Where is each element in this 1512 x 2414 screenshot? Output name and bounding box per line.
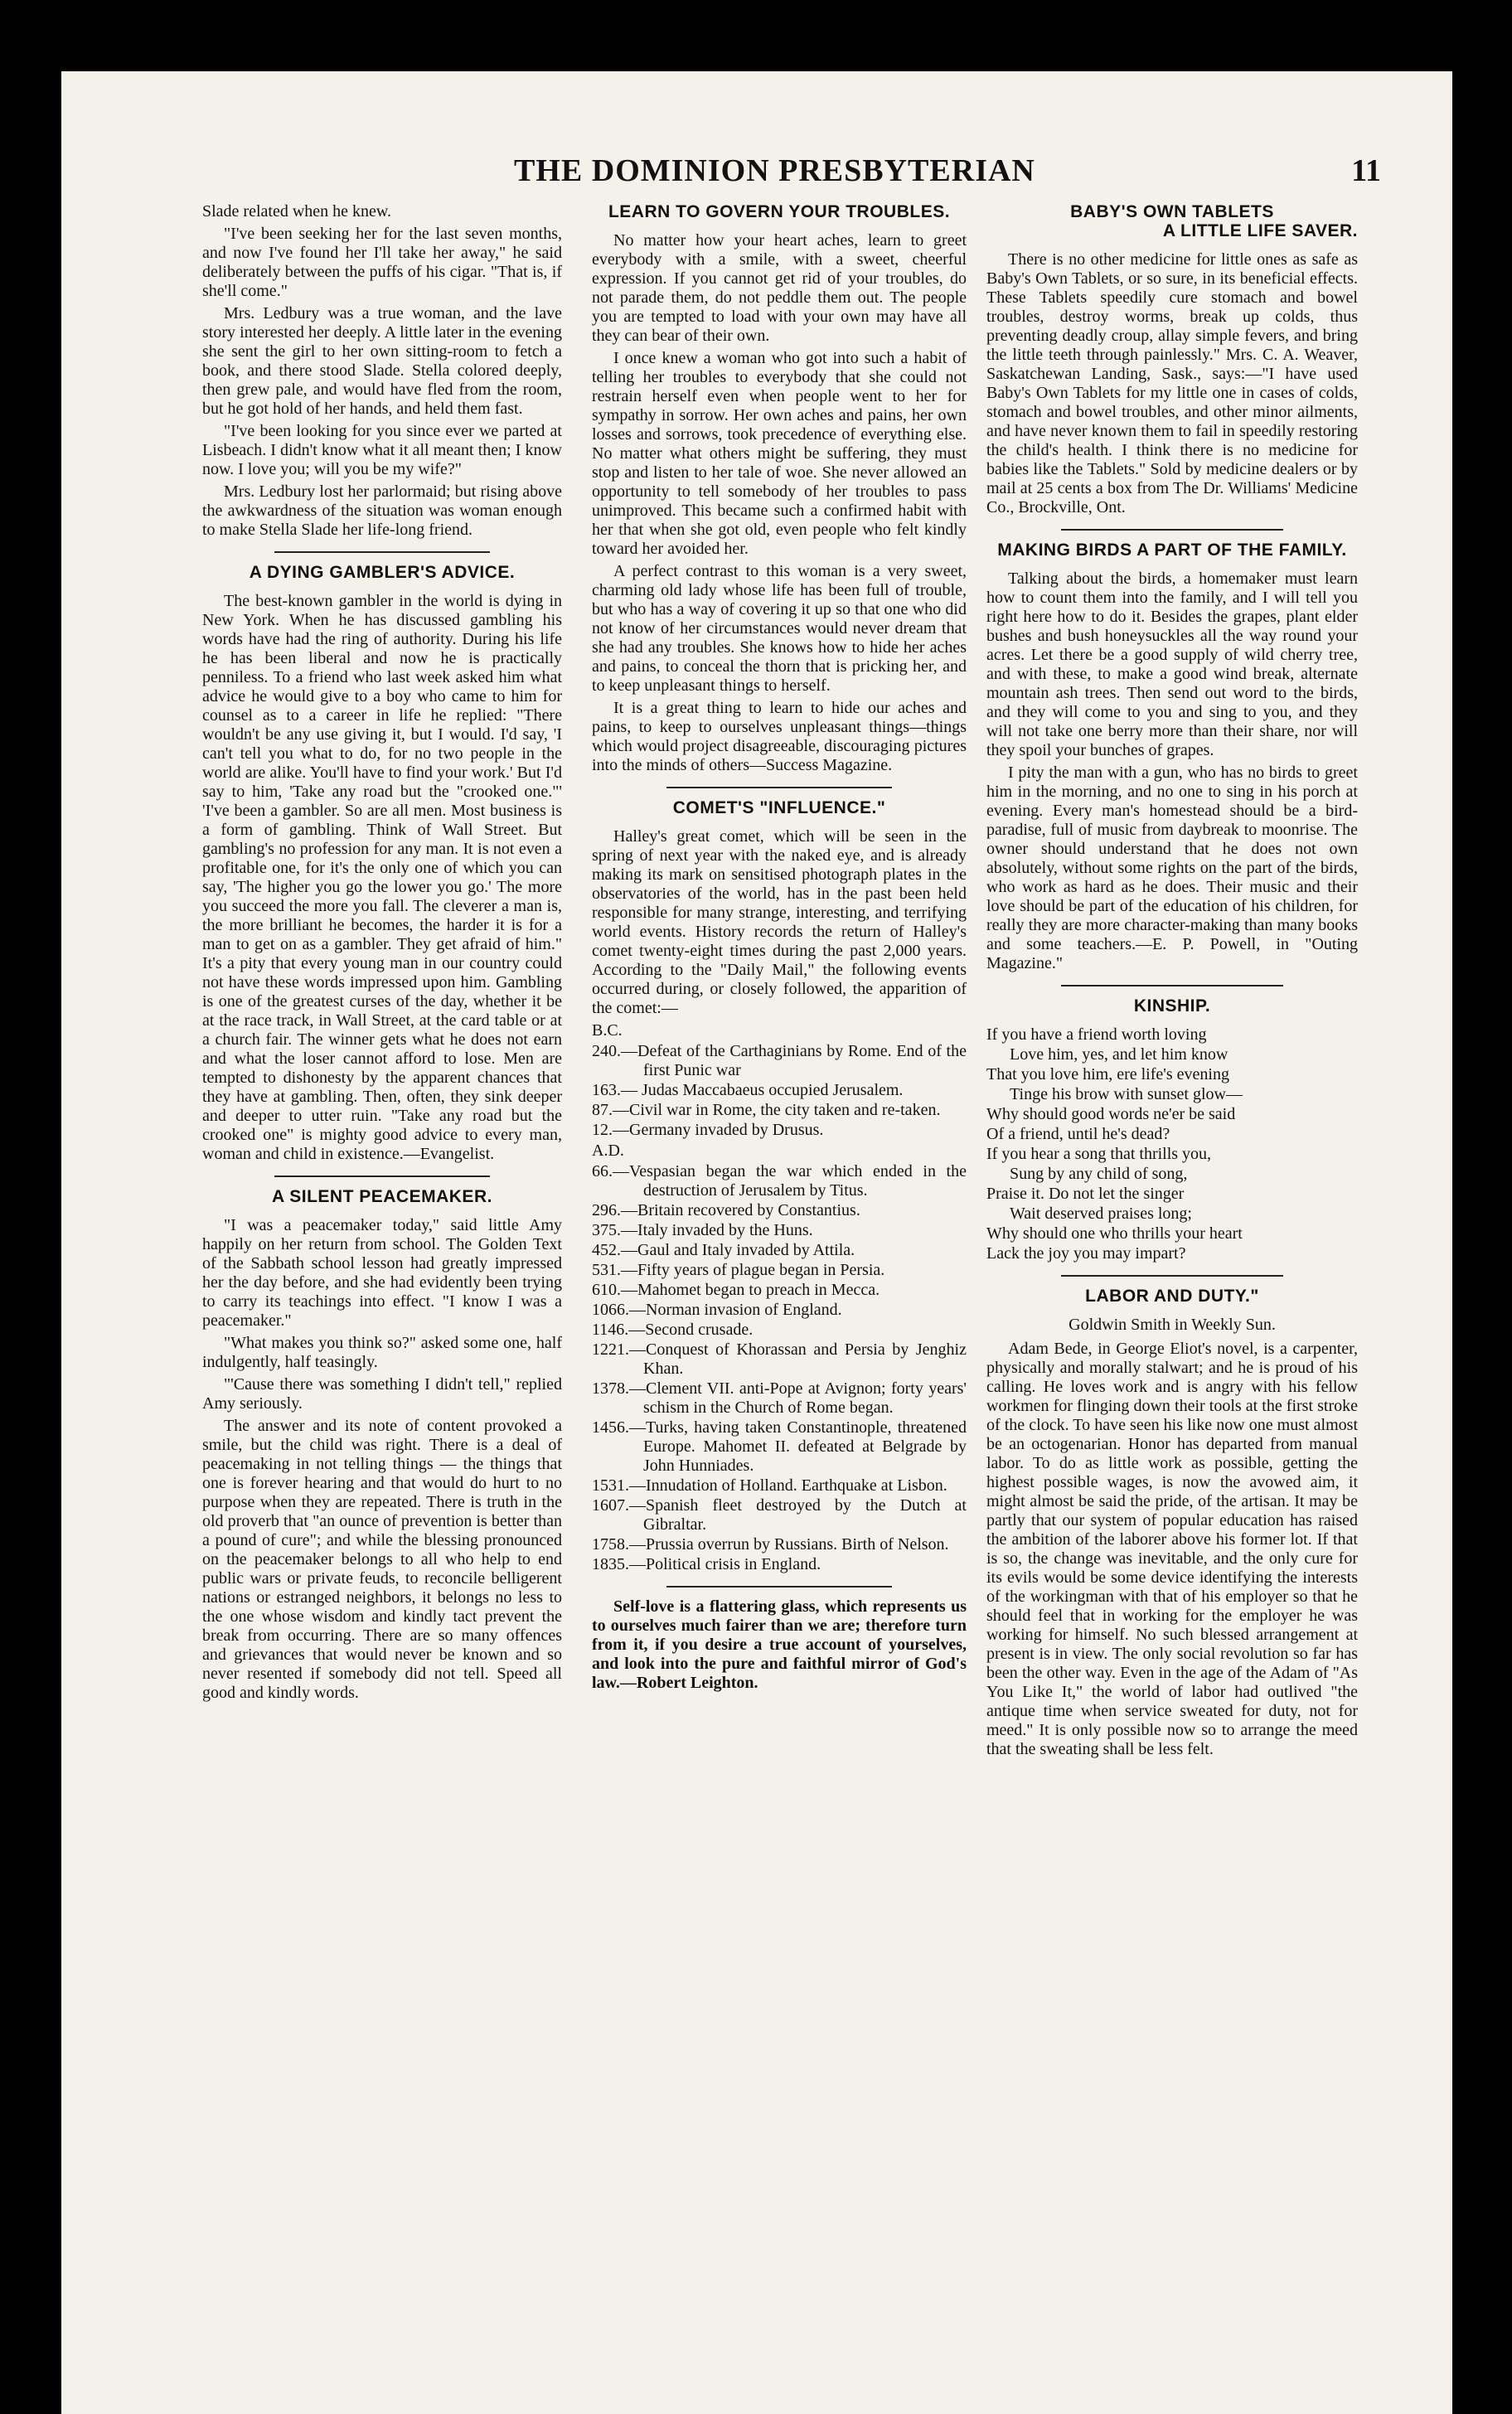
poem-line: If you have a friend worth loving: [986, 1025, 1207, 1044]
era-label-bc: B.C.: [592, 1021, 623, 1040]
chronology-event: —Defeat of the Carthaginians by Rome. End of the first Punic war: [621, 1042, 967, 1079]
column-3: [986, 202, 1358, 1762]
article-para: The answer and its note of content provoked a smile, but the child was right. There is a deal of peacemaking in not telling things — the things that one is forever hearing and that would do hurt to no purpose when they are repeated. There is truth in the old proverb that "an ounce of prevention is better than a pound of cure"; and while the blessing pronounced on the peacemaker belongs to all who help to end public wars or private feuds, to reconcile belligerent nations or estranged neighbors, it belongs no less to the one whose wisdom and kindly tact prevent the break from occurring. There are so many offences and grievances that would never be known and so never resented if somebody did not tell. Speed all good and kindly words.: [202, 1417, 562, 1702]
article-para: I once knew a woman who got into such a habit of telling her troubles to everybody that she could not restrain herself even when people went to her for sympathy in sorrow. Her own aches and pains, her own losses and sorrows, took precedence of everything else. No matter what others might be suffering, they must stop and listen to her tale of woe. She never allowed an opportunity to tell somebody of her troubles to pass unimproved. This became such a confirmed habit with her that when she got old, even people who felt kindly toward her avoided her.: [592, 349, 967, 558]
article-headline-comet: COMET'S "INFLUENCE.": [672, 798, 886, 817]
chronology-event: —Vespasian began the war which ended in the destruction of Jerusalem by Titus.: [613, 1162, 967, 1200]
chronology-year: 1835.: [592, 1555, 629, 1573]
article-headline-govern: LEARN TO GOVERN YOUR TROUBLES.: [608, 202, 951, 221]
chronology-entry: [592, 1340, 967, 1379]
chronology-year: 1146.: [592, 1321, 629, 1339]
chronology-entry: [592, 1042, 967, 1080]
chronology-year: 531.: [592, 1261, 621, 1279]
article-headline-labor: LABOR AND DUTY.": [1085, 1287, 1259, 1306]
section-divider: [274, 551, 490, 553]
chronology-entry: [592, 1221, 967, 1240]
article-para: It is a great thing to learn to hide our aches and pains, to keep to ourselves unpleasant things—things which would project disagreeable, discouraging pictures into the minds of others—Success Magazine.: [592, 699, 967, 774]
chronology-bc: [592, 1042, 967, 1140]
poem-line: Why should good words ne'er be said: [986, 1105, 1236, 1123]
chronology-event: —Spanish fleet destroyed by the Dutch at Gibraltar.: [629, 1496, 967, 1534]
article-body-tablets: There is no other medicine for little ones as safe as Baby's Own Tablets, or so sure, in its beneficial effects. These Tablets speedily cure stomach and bowel troubles, destroy worms, break up colds, thus preventing deadly croup, allay simple fevers, and bring the little teeth through painlessly." Mrs. C. A. Weaver, Saskatchewan Landing, Sask., says:—"I have used Baby's Own Tablets for my little one in cases of colds, stomach and bowel troubles, and other minor ailments, and have never known them to fail in speedily restoring the child's health. I think there is no medicine for babies like the Tablets." Sold by medicine dealers or by mail at 25 cents a box from The Dr. Williams' Medicine Co., Brockville, Ont.: [986, 250, 1358, 516]
poem-line: If you hear a song that thrills you,: [986, 1145, 1212, 1163]
chronology-event: — Judas Maccabaeus occupied Jerusalem.: [621, 1081, 904, 1099]
article-headline-tablets: BABY'S OWN TABLETS: [1070, 202, 1274, 221]
chronology-event: —Second crusade.: [628, 1321, 754, 1339]
story-continuation-para: "I've been looking for you since ever we parted at Lisbeach. I didn't know what it all meant then; I know now. I love you; will you be my wife?": [202, 422, 562, 478]
story-continuation-para: Mrs. Ledbury lost her parlormaid; but rising above the awkwardness of the situation was woman enough to make Stella Slade her life-long friend.: [202, 482, 562, 539]
article-para: No matter how your heart aches, learn to greet everybody with a smile, with a sweet, cheerful expression. If you cannot get rid of your troubles, do not parade them, do not peddle them out. The people you are tempted to load with your own may have all they can bear of their own.: [592, 231, 967, 345]
chronology-entry: [592, 1321, 967, 1340]
chronology-event: —Prussia overrun by Russians. Birth of Nelson.: [629, 1535, 949, 1554]
article-para: A perfect contrast to this woman is a very sweet, charming old lady whose life has been full of trouble, but who has a way of covering it up so that one who did not know of her circumstances would never dream that she had any troubles. She knows how to hide her aches and pains, to conceal the thorn that is pricking her, and to keep unpleasant things to herself.: [592, 562, 967, 695]
page-number: 11: [1351, 153, 1381, 188]
chronology-entry: [592, 1379, 967, 1418]
chronology-event: —Clement VII. anti-Pope at Avignon; forty years' schism in the Church of Rome began.: [629, 1379, 967, 1417]
chronology-year: 1758.: [592, 1535, 629, 1554]
publication-title: THE DOMINION PRESBYTERIAN: [514, 153, 1035, 188]
column-1: [202, 202, 562, 1706]
chronology-event: —Conquest of Khorassan and Persia by Jenghiz Khan.: [629, 1340, 967, 1378]
chronology-event: —Norman invasion of England.: [629, 1301, 842, 1319]
poem-line: Of a friend, until he's dead?: [986, 1125, 1170, 1143]
article-intro-comet: Halley's great comet, which will be seen in the spring of next year with the naked eye, and is already making its mark on sensitised photograph plates in the observatories of the world, has in the past been held responsible for many strange, interesting, and terrifying world events. History records the return of Halley's comet twenty-eight times during the past 2,000 years. According to the "Daily Mail," the following events occurred during, or closely followed, the apparition of the comet:—: [592, 827, 967, 1017]
chronology-year: 1456.: [592, 1418, 629, 1437]
chronology-year: 452.: [592, 1241, 621, 1259]
chronology-entry: [592, 1281, 967, 1300]
poem-line: Wait deserved praises long;: [1010, 1205, 1192, 1223]
chronology-entry: [592, 1535, 967, 1554]
chronology-event: —Germany invaded by Drusus.: [613, 1121, 824, 1139]
story-continuation-para: Mrs. Ledbury was a true woman, and the lave story interested her deeply. A little later in the evening she sent the girl to her own sitting-room to fetch a book, and there stood Slade. Stella colored deeply, then grew pale, and would have fled from the room, but he got hold of her hands, and held them fast.: [202, 304, 562, 418]
column-2: [592, 202, 967, 1696]
section-divider: [666, 1586, 891, 1588]
article-body-labor: Adam Bede, in George Eliot's novel, is a carpenter, physically and morally stalwart; and he is proud of his calling. He loves work and is angry with his fellow workmen for flinging down their tools at the first stroke of the clock. To have seen his like now one must almost be an octogenarian. Honor has departed from manual labor. To do as little work as possible, getting the highest possible wages, is now the avowed aim, it might almost be said the pride, of the artisan. It may be partly that our system of popular education has raised the ambition of the laborer above his former lot. If that is so, the change was inevitable, and the only cure for its evils would be some device identifying the interests of the workingman with that of his employer so that he should feel that in working for the employer he was working for himself. No such blessed arrangement at present is in view. The only social revolution so far has been the other way. Even in the age of the Adam of "As You Like It," the world of labor had outlived "the antique time when service sweated for duty, not for meed." It is only possible now so to arrange the meed that the sweating shall be less felt.: [986, 1340, 1358, 1758]
chronology-event: —Britain recovered by Constantius.: [621, 1201, 860, 1219]
poem-line: That you love him, ere life's evening: [986, 1065, 1229, 1083]
chronology-event: —Gaul and Italy invaded by Attila.: [621, 1241, 855, 1259]
poem-line: Lack the joy you may impart?: [986, 1244, 1186, 1263]
section-divider: [1061, 985, 1284, 986]
chronology-year: 296.: [592, 1201, 621, 1219]
chronology-event: —Political crisis in England.: [629, 1555, 821, 1573]
chronology-entry: [592, 1301, 967, 1320]
quote-self-love: Self-love is a flattering glass, which represents us to ourselves much fairer than we are; therefore turn from it, if you desire a true account of yourselves, and look into the pure and faithful mirror of God's law.—Robert Leighton.: [592, 1597, 967, 1692]
story-continuation-para: "I've been seeking her for the last seven months, and now I've found her I'll take her away," he said deliberately between the puffs of his cigar. "That is, if she'll come.": [202, 225, 562, 300]
section-divider: [274, 1175, 490, 1177]
chronology-year: 1221.: [592, 1340, 629, 1359]
article-para: "I was a peacemaker today," said little Amy happily on her return from school. The Golden Text of the Sabbath school lesson had greatly impressed her the day before, and she had evidently been trying to carry its teachings into effect. "I know I was a peacemaker.": [202, 1216, 562, 1330]
article-headline-gambler: A DYING GAMBLER'S ADVICE.: [249, 563, 516, 582]
poem-line: Sung by any child of song,: [1010, 1165, 1188, 1183]
chronology-entry: [592, 1555, 967, 1574]
chronology-entry: [592, 1162, 967, 1200]
chronology-ad: [592, 1162, 967, 1574]
chronology-year: 240.: [592, 1042, 621, 1060]
chronology-year: 375.: [592, 1221, 621, 1239]
chronology-entry: [592, 1476, 967, 1495]
chronology-year: 610.: [592, 1281, 621, 1299]
article-para: "'Cause there was something I didn't tell," replied Amy seriously.: [202, 1375, 562, 1413]
story-continuation-para: Slade related when he knew.: [202, 202, 392, 221]
section-divider: [666, 787, 891, 788]
chronology-year: 1066.: [592, 1301, 629, 1319]
section-divider: [1061, 1275, 1284, 1277]
chronology-event: —Innudation of Holland. Earthquake at Lisbon.: [629, 1476, 947, 1495]
section-divider: [1061, 529, 1284, 531]
article-headline-birds: MAKING BIRDS A PART OF THE FAMILY.: [997, 540, 1347, 560]
poem-title-kinship: KINSHIP.: [1133, 996, 1211, 1016]
chronology-event: —Civil war in Rome, the city taken and re-taken.: [613, 1101, 941, 1119]
chronology-event: —Mahomet began to preach in Mecca.: [621, 1281, 880, 1299]
chronology-year: 66.: [592, 1162, 613, 1180]
chronology-year: 1531.: [592, 1476, 629, 1495]
chronology-entry: [592, 1081, 967, 1100]
chronology-entry: [592, 1201, 967, 1220]
chronology-event: —Italy invaded by the Huns.: [621, 1221, 813, 1239]
poem-line: Praise it. Do not let the singer: [986, 1185, 1185, 1203]
chronology-event: —Fifty years of plague began in Persia.: [621, 1261, 885, 1279]
article-para: I pity the man with a gun, who has no birds to greet him in the morning, and no one to sing in his porch at evening. Every man's homestead should be a bird-paradise, full of music from daybreak to moonrise. The owner should understand that he does not own absolutely, without some rights on the part of the birds, who work as hard as he does. Their music and their love should be part of the education of his children, for really they are more character-making than many books and some teachers.—E. P. Powell, in "Outing Magazine.": [986, 763, 1358, 972]
chronology-entry: [592, 1418, 967, 1476]
chronology-entry: [592, 1101, 967, 1120]
poem-line: Why should one who thrills your heart: [986, 1224, 1243, 1243]
article-body-gambler: The best-known gambler in the world is dying in New York. When he has discussed gambling his words have had the ring of authority. During his life he has been liberal and now he is practically penniless. To a friend who last week asked him what advice he would give to a boy who came to him for counsel as to a career in life he replied: "There wouldn't be any use giving it, but I would. I'd say, 'I can't tell you what to do, for no two people in the world are alike. You'll have to find your work.' But I'd say to him, 'Take any road but the "crooked one."' 'I've been a gambler. So are all men. Most business is a form of gambling. Think of Wall Street. But gambling's no profession for any man. It is not even a profitable one, for it's the only one of which you can say, 'The higher you go the lower you go.' The more you succeed the more you fall. The cleverer a man is, the more brilliant he becomes, the harder it is for a man to get on as a gambler. They get afraid of him." It's a pity that every young man in our country could not have these words impressed upon him. Gambling is one of the greatest curses of the day, whether it be at the race track, in Wall Street, at the card table or at a church fair. The winner gets what he does not earn and what the loser cannot afford to lose. Men are tempted to dishonesty by the apparent chances that they have at gambling. Then, often, they sink deeper and deeper to utter ruin. "Take any road but the crooked one" is mighty good advice to every man, woman and child in existence.—Evangelist.: [202, 592, 562, 1163]
masthead: [124, 153, 1393, 197]
poem-line: Tinge his brow with sunset glow—: [1010, 1085, 1243, 1103]
era-label-ad: A.D.: [592, 1142, 624, 1160]
poem-kinship: [986, 1025, 1358, 1263]
chronology-event: —Turks, having taken Constantinople, threatened Europe. Mahomet II. defeated at Belgrade by John Hunniades.: [629, 1418, 967, 1475]
article-subheadline-tablets: A LITTLE LIFE SAVER.: [1162, 221, 1358, 240]
chronology-entry: [592, 1121, 967, 1140]
chronology-entry: [592, 1261, 967, 1280]
article-byline: Goldwin Smith in Weekly Sun.: [1069, 1316, 1276, 1334]
article-para: Talking about the birds, a homemaker must learn how to count them into the family, and I will tell you right here how to do it. Besides the grapes, plant elder bushes and bush honeysuckles all the way round your acres. Let there be a good supply of wild cherry tree, and with these, to make a good wind break, alternate mountain ash trees. Then send out word to the birds, and they will come to you and sing to you, and they will not take one berry more than their share, nor will they spoil your bunches of grapes.: [986, 570, 1358, 759]
chronology-entry: [592, 1241, 967, 1260]
chronology-entry: [592, 1496, 967, 1534]
chronology-year: 1378.: [592, 1379, 629, 1398]
chronology-year: 163.: [592, 1081, 621, 1099]
article-para: "What makes you think so?" asked some one, half indulgently, half teasingly.: [202, 1334, 562, 1371]
chronology-year: 12.: [592, 1121, 613, 1139]
chronology-year: 1607.: [592, 1496, 629, 1515]
article-headline-peacemaker: A SILENT PEACEMAKER.: [272, 1187, 492, 1206]
chronology-year: 87.: [592, 1101, 613, 1119]
poem-line: Love him, yes, and let him know: [1010, 1045, 1228, 1064]
